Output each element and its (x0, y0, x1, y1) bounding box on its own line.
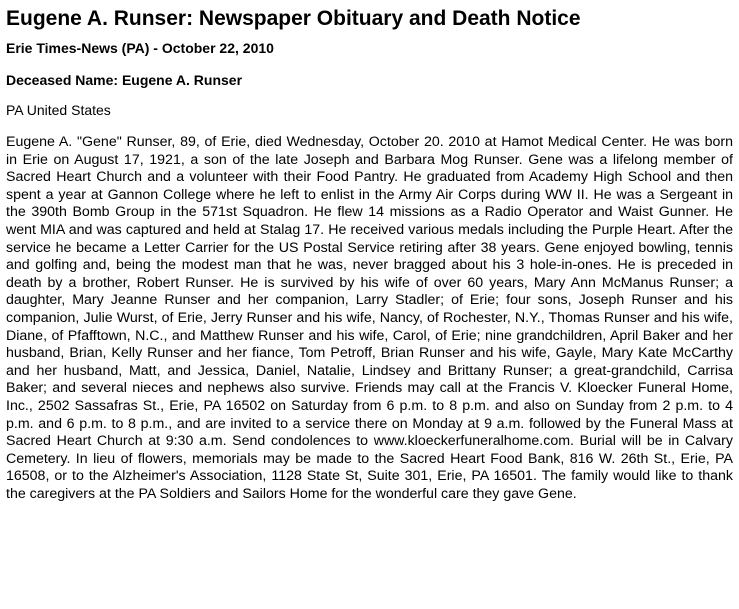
deceased-name-line: Deceased Name: Eugene A. Runser (6, 72, 243, 88)
page-title: Eugene A. Runser: Newspaper Obituary and Death Notice (6, 7, 581, 30)
location-line: PA United States (6, 102, 111, 118)
obituary-text: Eugene A. "Gene" Runser, 89, of Erie, died Wednesday, October 20. 2010 at Hamot Medical Center. He was born in Erie on August 17, 1921, a son of the late Joseph and Barbara Mog Runser. Gene was a lifelong member of Sacred Heart Church and a volunteer with their Food Pantry. He graduated from Academy High School and then spent a year at Gannon College where he left to enlist in the Army Air Corps during WW II. He was a Sergeant in the 390th Bomb Group in the 571st Squadron. He flew 14 missions as a Radio Operator and Waist Gunner. He went MIA and was captured and held at Stalag 17. He received various medals including the Purple Heart. After the service he became a Letter Carrier for the US Postal Service retiring after 38 years. Gene enjoyed bowling, tennis and golfing and, being the modest man that he was, never bragged about his 3 hole-in-ones. He is preceded in death by a brother, Robert Runser. He is survived by his wife of over 60 years, Mary Ann McManus Runser; a daughter, Mary Jeanne Runser and her companion, Larry Stadler; of Erie; four sons, Joseph Runser and his companion, Julie Wurst, of Erie, Jerry Runser and his wife, Nancy, of Rochester, N.Y., Thomas Runser and his wife, Diane, of Pfafftown, N.C., and Matthew Runser and his wife, Carol, of Erie; nine grandchildren, April Baker and her husband, Brian, Kelly Runser and her fiance, Tom Petroff, Brian Runser and his wife, Gayle, Mary Kate McCarthy and her husband, Matt, and Jessica, Daniel, Natalie, Lindsey and Brittany Runser; a great-grandchild, Carrisa Baker; and several nieces and nephews also survive. Friends may call at the Francis V. Kloecker Funeral Home, Inc., 2502 Sassafras St., Erie, PA 16502 on Saturday from 6 p.m. to 8 p.m. and also on Sunday from 2 p.m. to 4 p.m. and 6 p.m. to 8 p.m., and are invited to a service there on Monday at 9 a.m. followed by the Funeral Mass at Sacred Heart Church at 9:30 a.m. Send condolences to www.kloeckerfuneralhome.com. Burial will be in Calvary Cemetery. In lieu of flowers, memorials may be made to the Sacred Heart Food Bank, 816 W. 26th St., Erie, PA 16508, or to the Alzheimer's Association, 1128 State St, Suite 301, Erie, PA 16501. The family would like to thank the caregivers at the PA Soldiers and Sailors Home for the wonderful care they gave Gene. (6, 134, 733, 502)
source-line: Erie Times-News (PA) - October 22, 2010 (6, 40, 274, 56)
